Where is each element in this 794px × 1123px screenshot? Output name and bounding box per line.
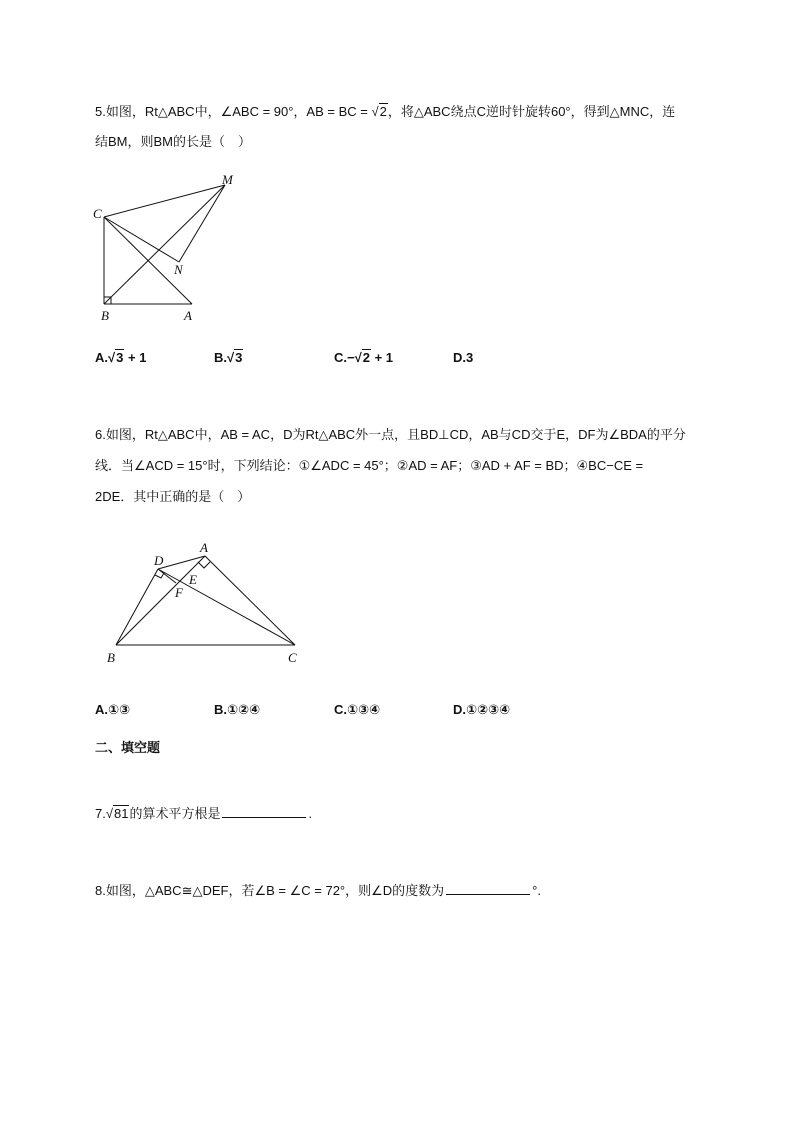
- q8-answer-blank[interactable]: [446, 882, 530, 895]
- q7-sqrt: √81: [105, 806, 129, 821]
- q6-seg-DC: [158, 569, 295, 645]
- q5-option-c-sqrt: √2: [354, 350, 370, 365]
- q6-option-a[interactable]: A.①③: [95, 702, 131, 717]
- q6-label-B: B: [107, 650, 115, 665]
- q6-stem-line3: 2DE．其中正确的是（ ）: [95, 489, 251, 504]
- q5-option-b-radicand: 3: [235, 350, 243, 365]
- section-fill-in-title: 二、填空题: [95, 740, 161, 755]
- q6-right-angle-mark-a: [198, 562, 210, 568]
- q5-sqrt: √2: [371, 104, 387, 119]
- q6-label-D: D: [154, 553, 164, 568]
- q5-option-b-prefix: B.: [214, 350, 227, 365]
- q6-stem-line1: 6.如图，Rt△ABC中，AB = AC，D为Rt△ABC外一点，且BD⊥CD，AB与CD交于E，DF为∠BDA的平分: [95, 427, 686, 442]
- q6-stem-line2: 线．当∠ACD = 15°时，下列结论：①∠ADC = 45°；②AD = AF；③AD + AF = BD；④BC−CE =: [95, 458, 644, 473]
- q5-option-a-sqrt: √3: [108, 350, 124, 365]
- q5-label-C: C: [93, 206, 102, 221]
- q5-option-c-prefix: C.−: [334, 350, 355, 365]
- q6-label-A: A: [200, 540, 208, 555]
- q5-label-M: M: [222, 172, 233, 187]
- q5-line1-a: 5.如图，Rt△ABC中，∠ABC = 90°，AB = BC =: [95, 104, 372, 119]
- q7-end: .: [308, 806, 313, 821]
- q5-seg-CM: [104, 185, 225, 217]
- q7-prefix: 7.: [95, 806, 106, 821]
- q6-label-F: F: [175, 585, 183, 600]
- q6-label-E: E: [189, 572, 197, 587]
- q5-sqrt-radicand: 2: [379, 104, 387, 119]
- q5-option-a-radicand: 3: [116, 350, 124, 365]
- q6-figure: [100, 538, 315, 673]
- q5-option-a-prefix: A.: [95, 350, 108, 365]
- q5-option-b-sqrt: √3: [227, 350, 243, 365]
- q5-option-a-suffix: + 1: [124, 350, 147, 365]
- q7-suffix: 的算术平方根是: [129, 806, 221, 821]
- q6-seg-BA: [116, 556, 205, 645]
- q6-label-C: C: [288, 650, 297, 665]
- q8-stem: [95, 882, 541, 900]
- q5-figure: [85, 168, 255, 328]
- q5-option-c[interactable]: [334, 349, 393, 367]
- q7-stem: [95, 805, 312, 823]
- q5-label-A: A: [184, 308, 192, 323]
- q6-option-b[interactable]: B.①②④: [214, 702, 261, 717]
- q6-right-angle-mark-d: [155, 573, 164, 578]
- q6-option-c[interactable]: C.①③④: [334, 702, 381, 717]
- q5-seg-BM: [104, 185, 225, 304]
- q5-option-a[interactable]: [95, 349, 146, 367]
- q6-seg-DF: [158, 569, 176, 583]
- q5-option-c-radicand: 2: [362, 350, 370, 365]
- q5-label-N: N: [174, 262, 183, 277]
- q8-end: °.: [532, 883, 541, 898]
- q7-sqrt-radicand: 81: [113, 806, 129, 821]
- q6-seg-AC: [205, 556, 295, 645]
- q5-line1-b: ，将△ABC绕点C逆时针旋转60°，得到△MNC，连: [387, 104, 676, 119]
- q5-option-c-suffix: + 1: [370, 350, 394, 365]
- q5-label-B: B: [101, 308, 109, 323]
- q6-option-d[interactable]: D.①②③④: [453, 702, 511, 717]
- q7-answer-blank[interactable]: [222, 805, 306, 818]
- q8-text: 8.如图，△ABC≅△DEF，若∠B = ∠C = 72°，则∠D的度数为: [95, 883, 445, 898]
- q5-stem-line2: 结BM，则BM的长是（ ）: [95, 134, 252, 149]
- q5-seg-CN: [104, 217, 179, 262]
- q5-option-b[interactable]: [214, 349, 243, 367]
- q6-seg-BD: [116, 569, 158, 645]
- q5-option-d[interactable]: D.3: [453, 350, 474, 365]
- q5-stem-line1: [95, 103, 675, 121]
